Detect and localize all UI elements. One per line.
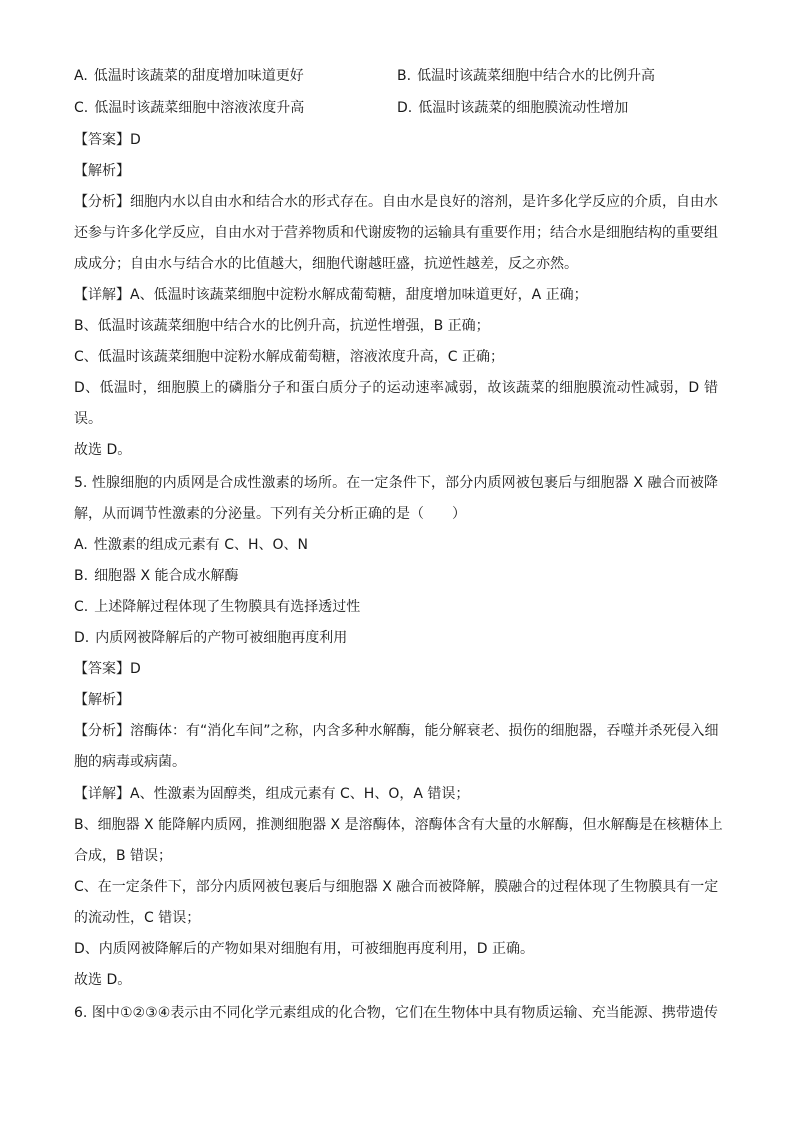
q5-answer: 【答案】D: [74, 661, 141, 677]
q4-option-b: [397, 66, 655, 86]
q5-xiangjie-line: D、内质网被降解后的产物如果对细胞有用，可被细胞再度利用，D 正确。: [74, 941, 535, 957]
q4-xiangjie-line: 误。: [74, 411, 102, 427]
q4-answer: 【答案】D: [74, 132, 141, 148]
option-text: 上述降解过程体现了生物膜具有选择透过性: [94, 599, 361, 615]
q4-option-d: [397, 98, 628, 118]
q5-stem-line: 解，从而调节性激素的分泌量。下列有关分析正确的是（ ）: [74, 506, 466, 522]
option-label: D.: [74, 630, 90, 646]
option-label: D.: [397, 100, 413, 116]
q4-conclusion: 故选 D。: [74, 442, 132, 458]
option-label: B.: [397, 68, 412, 84]
option-label: C.: [74, 100, 89, 116]
q5-option-b: [74, 566, 239, 586]
q5-xiangjie-line: C、在一定条件下，部分内质网被包裹后与细胞器 X 融合而被降解，膜融合的过程体现了生物膜具有一定: [74, 879, 719, 895]
q5-option-d: [74, 628, 347, 648]
q5-option-c: [74, 597, 360, 617]
q5-xiangjie-line: 合成，B 错误；: [74, 848, 173, 864]
q5-xiangjie-line: B、细胞器 X 能降解内质网，推测细胞器 X 是溶酶体，溶酶体含有大量的水解酶，但水解酶是在核糖体上: [74, 817, 723, 833]
option-label: C.: [74, 599, 89, 615]
q4-fenxi-line: 还参与许多化学反应，自由水对于营养物质和代谢废物的运输具有重要作用；结合水是细胞结构的重要组: [74, 225, 718, 241]
option-label: A.: [74, 537, 88, 553]
q5-option-a: [74, 535, 308, 555]
q4-xiangjie-line: 【详解】A、低温时该蔬菜细胞中淀粉水解成葡萄糖，甜度增加味道更好，A 正确；: [74, 287, 588, 303]
option-label: A.: [74, 68, 88, 84]
q5-xiangjie-line: 的流动性，C 错误；: [74, 910, 201, 926]
option-label: B.: [74, 568, 89, 584]
q5-conclusion: 故选 D。: [74, 972, 132, 988]
option-text: 内质网被降解后的产物可被细胞再度利用: [95, 630, 348, 646]
q5-stem-line: 5. 性腺细胞的内质网是合成性激素的场所。在一定条件下，部分内质网被包裹后与细胞器 X 融合而被降: [74, 475, 718, 491]
q5-fenxi-line: 【分析】溶酶体：有“消化车间”之称，内含多种水解酶，能分解衰老、损伤的细胞器，吞噬并杀死侵入细: [74, 723, 719, 739]
q6-stem-line: 6. 图中①②③④表示由不同化学元素组成的化合物，它们在生物体中具有物质运输、充当能源、携带遗传: [74, 1005, 718, 1021]
q5-xiangjie-line: 【详解】A、性激素为固醇类，组成元素有 C、H、O，A 错误；: [74, 786, 470, 802]
q4-analysis-heading: 【解析】: [74, 163, 130, 179]
q4-option-c: [74, 98, 304, 118]
option-text: 低温时该蔬菜的甜度增加味道更好: [93, 68, 304, 84]
option-text: 性激素的组成元素有 C、H、O、N: [93, 537, 309, 553]
option-text: 低温时该蔬菜细胞中溶液浓度升高: [94, 100, 305, 116]
q4-option-a: [74, 66, 304, 86]
option-text: 细胞器 X 能合成水解酶: [94, 568, 239, 584]
q4-xiangjie-line: C、低温时该蔬菜细胞中淀粉水解成葡萄糖，溶液浓度升高，C 正确；: [74, 349, 504, 365]
option-text: 低温时该蔬菜的细胞膜流动性增加: [418, 100, 629, 116]
q5-analysis-heading: 【解析】: [74, 692, 130, 708]
q4-xiangjie-line: D、低温时，细胞膜上的磷脂分子和蛋白质分子的运动速率减弱，故该蔬菜的细胞膜流动性减弱，D 错: [74, 380, 718, 396]
option-text: 低温时该蔬菜细胞中结合水的比例升高: [417, 68, 656, 84]
q4-xiangjie-line: B、低温时该蔬菜细胞中结合水的比例升高，抗逆性增强，B 正确；: [74, 318, 490, 334]
q5-fenxi-line: 胞的病毒或病菌。: [74, 754, 186, 770]
q4-fenxi-line: 【分析】细胞内水以自由水和结合水的形式存在。自由水是良好的溶剂，是许多化学反应的介质，自由水: [74, 194, 718, 210]
q4-fenxi-line: 成成分；自由水与结合水的比值越大，细胞代谢越旺盛，抗逆性越差，反之亦然。: [74, 256, 578, 272]
